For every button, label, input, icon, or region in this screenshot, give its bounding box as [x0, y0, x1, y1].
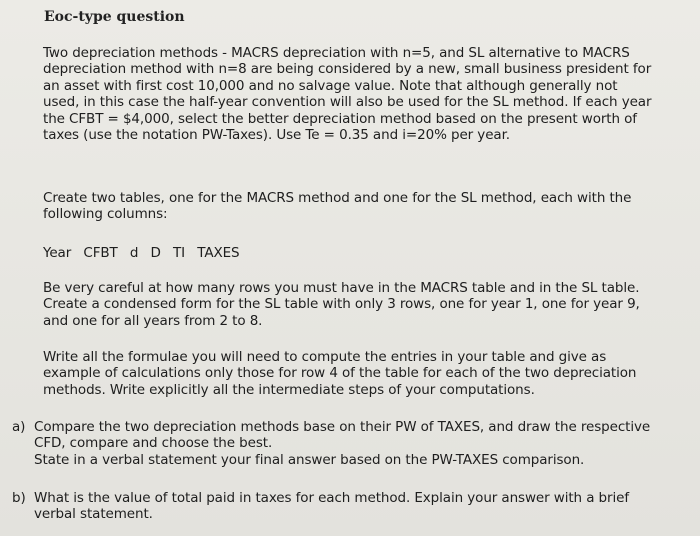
question-part-a — [12, 419, 662, 468]
careful-paragraph-text: Be very careful at how many rows you must have in the MACRS table and in the SL table. Create a condensed form for the SL table with only 3 rows, one for year 1, one for year 9, and one for all years from 2 to 8. — [43, 280, 640, 329]
question-heading: Eoc-type question — [44, 9, 185, 25]
question-part-b — [12, 490, 662, 523]
part-a-line2: State in a verbal statement your final answer based on the PW-TAXES comparison. — [34, 451, 585, 468]
formulae-paragraph — [43, 349, 653, 398]
careful-paragraph — [43, 280, 653, 329]
part-b-marker: b) — [12, 490, 26, 506]
part-a-marker: a) — [12, 419, 26, 435]
table-columns-line — [43, 245, 653, 261]
part-a-line1: Compare the two depreciation methods base on their PW of TAXES, and draw the respective CFD, compare and choose the best. — [34, 419, 651, 452]
intro-paragraph — [43, 45, 653, 143]
table-columns-text: Year CFBT d D TI TAXES — [43, 245, 240, 261]
create-tables-paragraph — [43, 190, 653, 223]
formulae-paragraph-text: Write all the formulae you will need to compute the entries in your table and give as example of calculations only those for row 4 of the table for each of the two depreciation methods. Write explicitly all the intermediate steps of your computations. — [43, 349, 637, 398]
part-b-content — [34, 490, 662, 523]
intro-paragraph-text: Two depreciation methods - MACRS depreciation with n=5, and SL alternative to MACRS depreciation method with n=8 are being considered by a new, small business president for an asset with first cost 10,000 and no salvage value. Note that although generally not used, in this case the half-year convention will also be used for the SL method. If each year the CFBT = $4,000, select the better depreciation method based on the present worth of taxes (use the notation PW-Taxes). Use Te = 0.35 and i=20% per year. — [43, 45, 652, 144]
create-tables-text: Create two tables, one for the MACRS method and one for the SL method, each with the following columns: — [43, 190, 632, 223]
part-b-text: What is the value of total paid in taxes for each method. Explain your answer with a brief verbal statement. — [34, 490, 629, 523]
part-a-content — [34, 419, 662, 468]
